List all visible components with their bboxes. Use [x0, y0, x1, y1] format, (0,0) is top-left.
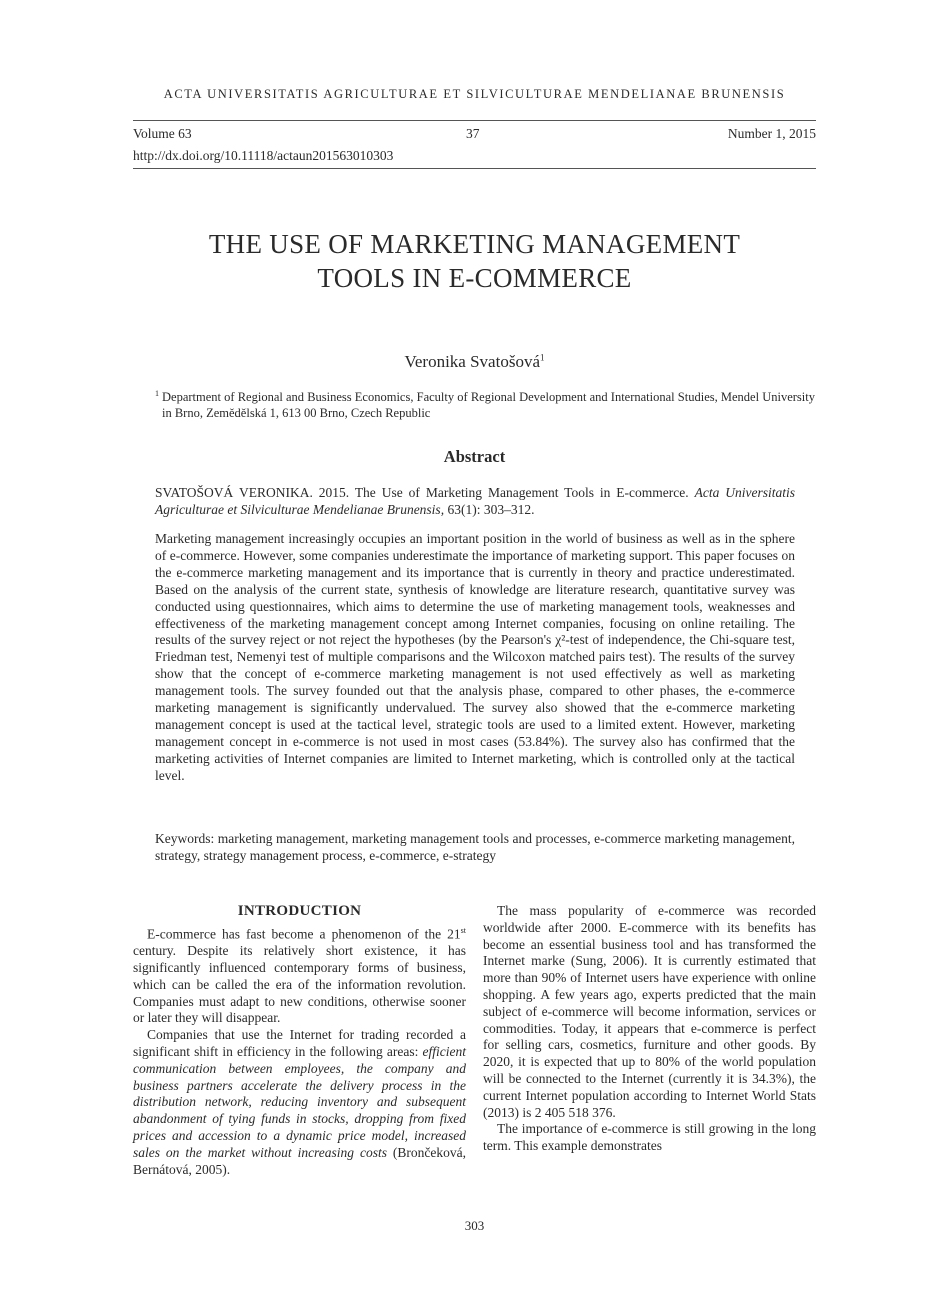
- citation-post: 63(1): 303–312.: [444, 501, 535, 517]
- intro-sup: st: [460, 926, 466, 935]
- affiliation-number: 1: [155, 389, 159, 398]
- abstract-body: Marketing management increasingly occupies an important position in the world of business as well as in the sphere of e-commerce. However, some companies underestimate the importance of marketing support. This paper focuses on the e-commerce marketing management and its importance that is currently in theory and practice underestimated. Based on the analysis of the current state, synthesis of knowledge are literature research, quantitative survey was conducted using questionnaires, which aims to determine the use of marketing management tools, weaknesses and effectiveness of the marketing management concept among Internet companies, focusing on online retailing. The results of the survey reject or not reject the hypotheses (by the Pearson's χ²-test of independence, the Chi-square test, Friedman test, Nemenyi test of multiple comparisons and the Wilcoxon matched pairs test). The results of the survey show that the concept of e-commerce marketing management is not used effectively as well as marketing management tools. The survey founded out that the analysis phase, compared to other phases, the e-commerce marketing management is significantly undervalued. The survey also showed that the e-commerce marketing management concept is used at the tactical level, strategic tools are used to a limited extent. However, marketing management concept in e-commerce is not used in most cases (53.84%). The survey also has confirmed that the marketing activities of Internet companies are limited to Internet marketing, which is controlled only at the tactical level.: [155, 531, 795, 783]
- volume: Volume 63: [133, 126, 192, 141]
- header-rule-bottom: [133, 168, 816, 169]
- doi-link[interactable]: http://dx.doi.org/10.11118/actaun201563010303: [133, 148, 394, 163]
- keywords: Keywords: marketing management, marketing management tools and processes, e-commerce marketing management, strategy, strategy management process, e-commerce, e-strategy: [155, 831, 795, 863]
- issue-number: Number 1, 2015: [727, 126, 816, 141]
- abstract-citation: [155, 485, 795, 519]
- header-page: 37: [466, 126, 480, 141]
- title-line-1: THE USE OF MARKETING MANAGEMENT: [208, 229, 741, 259]
- intro-paragraph-2: Companies that use the Internet for trading recorded a significant shift in efficiency in the following areas: efficient communication between employees, the company and business partners accelerate the delivery process in the distribution network, reducing inventory and subsequent abandonment of tying funds in stocks, dropping from fixed prices and accession to a dynamic price model, increased sales on the market without increasing costs (Brončeková, Bernátová, 2005).: [133, 1027, 466, 1177]
- citation-pre: SVATOŠOVÁ VERONIKA. 2015. The Use of Marketing Management Tools in E-commerce.: [155, 485, 695, 500]
- author-sup: 1: [540, 352, 545, 363]
- journal-name: ACTA UNIVERSITATIS AGRICULTURAE ET SILVICULTURAE MENDELIANAE BRUNENSIS: [163, 87, 786, 101]
- author: [133, 352, 816, 372]
- introduction-heading: INTRODUCTION: [237, 903, 362, 919]
- citation-journal: Acta Universitatis Agriculturae et Silviculturae Mendelianae Brunensis,: [155, 485, 795, 517]
- right-column: [483, 903, 816, 1155]
- affiliation: [155, 389, 815, 421]
- author-name: Veronika Svatošová: [404, 352, 540, 371]
- abstract-heading: Abstract: [443, 447, 506, 466]
- left-column: [133, 923, 466, 1178]
- affiliation-text: Department of Regional and Business Economics, Faculty of Regional Development and International Studies, Mendel University in Brno, Zemědělská 1, 613 00 Brno, Czech Republic: [162, 390, 815, 420]
- intro-paragraph-4: The importance of e-commerce is still growing in the long term. This example demonstrates: [483, 1121, 816, 1154]
- intro-paragraph-3: The mass popularity of e-commerce was recorded worldwide after 2000. E-commerce with its benefits has become an essential business tool and has transformed the Internet marke (Sung, 2006). It is currently estimated that more than 90% of Internet users have experience with online shopping. A few years ago, experts predicted that the main subject of e-commerce will become information, services or commodities. Today, it appears that e-commerce is perfect for selling cars, cosmetics, furniture and other goods. By 2020, it is expected that up to 80% of the world population will be connected to the Internet (currently it is 34.3%), the current Internet population according to Internet World Stats (2013) is 2 405 518 376.: [483, 903, 816, 1120]
- intro-italic: efficient communication between employees, the company and business partners accelerate the delivery process in the distribution network, reducing inventory and subsequent abandonment of tying funds in stocks, dropping from fixed prices and accession to a dynamic price model, increased sales on the market without increasing costs: [133, 1044, 466, 1160]
- header-rule-top: [133, 120, 816, 121]
- article-title: [133, 227, 816, 295]
- title-line-2: TOOLS IN E-COMMERCE: [317, 263, 632, 293]
- intro-paragraph-1: E-commerce has fast become a phenomenon of the 21st century. Despite its relatively short existence, it has significantly influenced contemporary forms of business, which can be called the era of the information revolution. Companies must adapt to new conditions, otherwise sooner or later they will disappear.: [133, 926, 466, 1026]
- page-number: 303: [464, 1218, 485, 1233]
